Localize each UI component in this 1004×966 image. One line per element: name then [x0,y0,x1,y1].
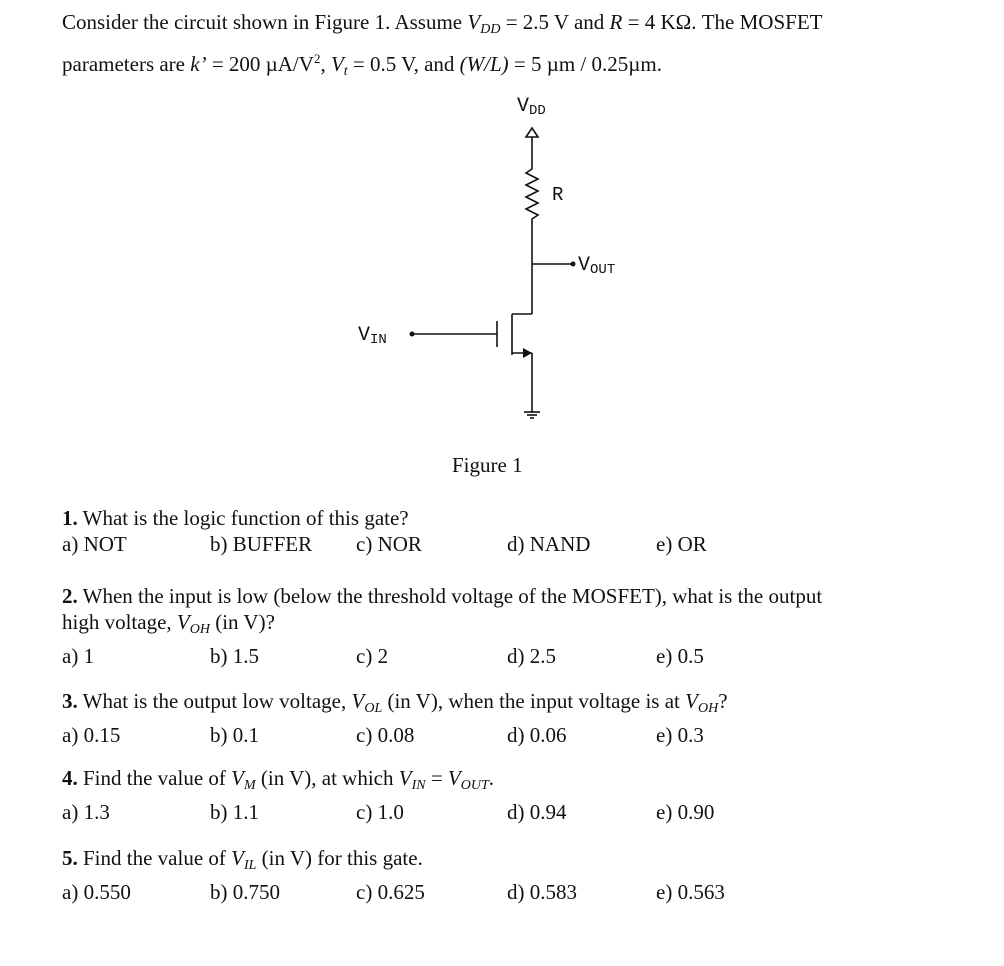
q2-option-b[interactable]: b) 1.5 [210,644,259,668]
q3-option-c[interactable]: c) 0.08 [356,723,415,747]
question-3 [62,688,962,749]
question-5-options [62,879,962,906]
q1-option-b[interactable]: b) BUFFER [210,532,313,556]
vout-node-dot [571,262,576,267]
q1-option-a[interactable]: a) NOT [62,532,127,556]
question-2-text: 2. When the input is low (below the threshold voltage of the MOSFET), what is the output [62,584,823,608]
question-2-text-line-2: high voltage, $V_{OH}$ (in V)? [62,610,275,637]
vin-label: VIN [358,324,387,348]
q5-option-d[interactable]: d) 0.583 [507,880,577,904]
q2-option-a[interactable]: a) 1 [62,644,95,668]
question-5-text: 5. Find the value of $V_{IL}$ (in V) for this gate. [62,846,423,873]
q2-option-c[interactable]: c) 2 [356,644,389,668]
q4-option-d[interactable]: d) 0.94 [507,800,567,824]
q3-option-b[interactable]: b) 0.1 [210,723,259,747]
q2-option-e[interactable]: e) 0.5 [656,644,704,668]
q1-option-e[interactable]: e) OR [656,532,707,556]
intro-line-1: Consider the circuit shown in Figure 1. Assume $V_{DD} = 2.5$ V and R = 4 KΩ. The MOSFET [62,10,823,37]
question-3-text: 3. What is the output low voltage, $V_{OL}$ (in V), when the input voltage is at $V_{OH}$? [62,689,728,716]
mosfet-arrow [523,348,532,358]
question-4 [62,765,962,826]
q1-option-c[interactable]: c) NOR [356,532,422,556]
resistor-symbol [526,164,538,224]
vdd-terminal-arrow [526,128,538,137]
question-2 [62,583,962,670]
vdd-label: VDD [517,95,546,119]
q3-option-d[interactable]: d) 0.06 [507,723,567,747]
question-3-options [62,722,962,749]
question-1-text: 1. What is the logic function of this gate? [62,506,409,530]
question-4-text: 4. Find the value of $V_M$ (in V), at which $V_{IN} = V_{OUT}$. [62,766,494,793]
circuit-diagram [0,0,1004,480]
q5-option-e[interactable]: e) 0.563 [656,880,725,904]
q3-option-e[interactable]: e) 0.3 [656,723,704,747]
q5-option-b[interactable]: b) 0.750 [210,880,280,904]
question-5 [62,845,962,906]
q4-option-e[interactable]: e) 0.90 [656,800,715,824]
q4-option-b[interactable]: b) 1.1 [210,800,259,824]
vin-node-dot [410,332,415,337]
q2-option-d[interactable]: d) 2.5 [507,644,556,668]
q5-option-c[interactable]: c) 0.625 [356,880,425,904]
vout-label: VOUT [578,254,616,278]
q4-option-c[interactable]: c) 1.0 [356,800,404,824]
q5-option-a[interactable]: a) 0.550 [62,880,131,904]
question-4-options [62,799,962,826]
question-2-options [62,643,962,670]
resistor-label: R [552,184,564,206]
intro-line-2: parameters are k’ = 200 $\mu A/V^2$, $V_t = 0.5$ V, and (W/L) = 5 µm / 0.25µm. [62,51,662,79]
question-1 [62,505,922,558]
q3-option-a[interactable]: a) 0.15 [62,723,121,747]
figure-caption: Figure 1 [452,453,523,477]
q1-option-d[interactable]: d) NAND [507,532,591,556]
question-1-options [62,531,922,558]
q4-option-a[interactable]: a) 1.3 [62,800,110,824]
